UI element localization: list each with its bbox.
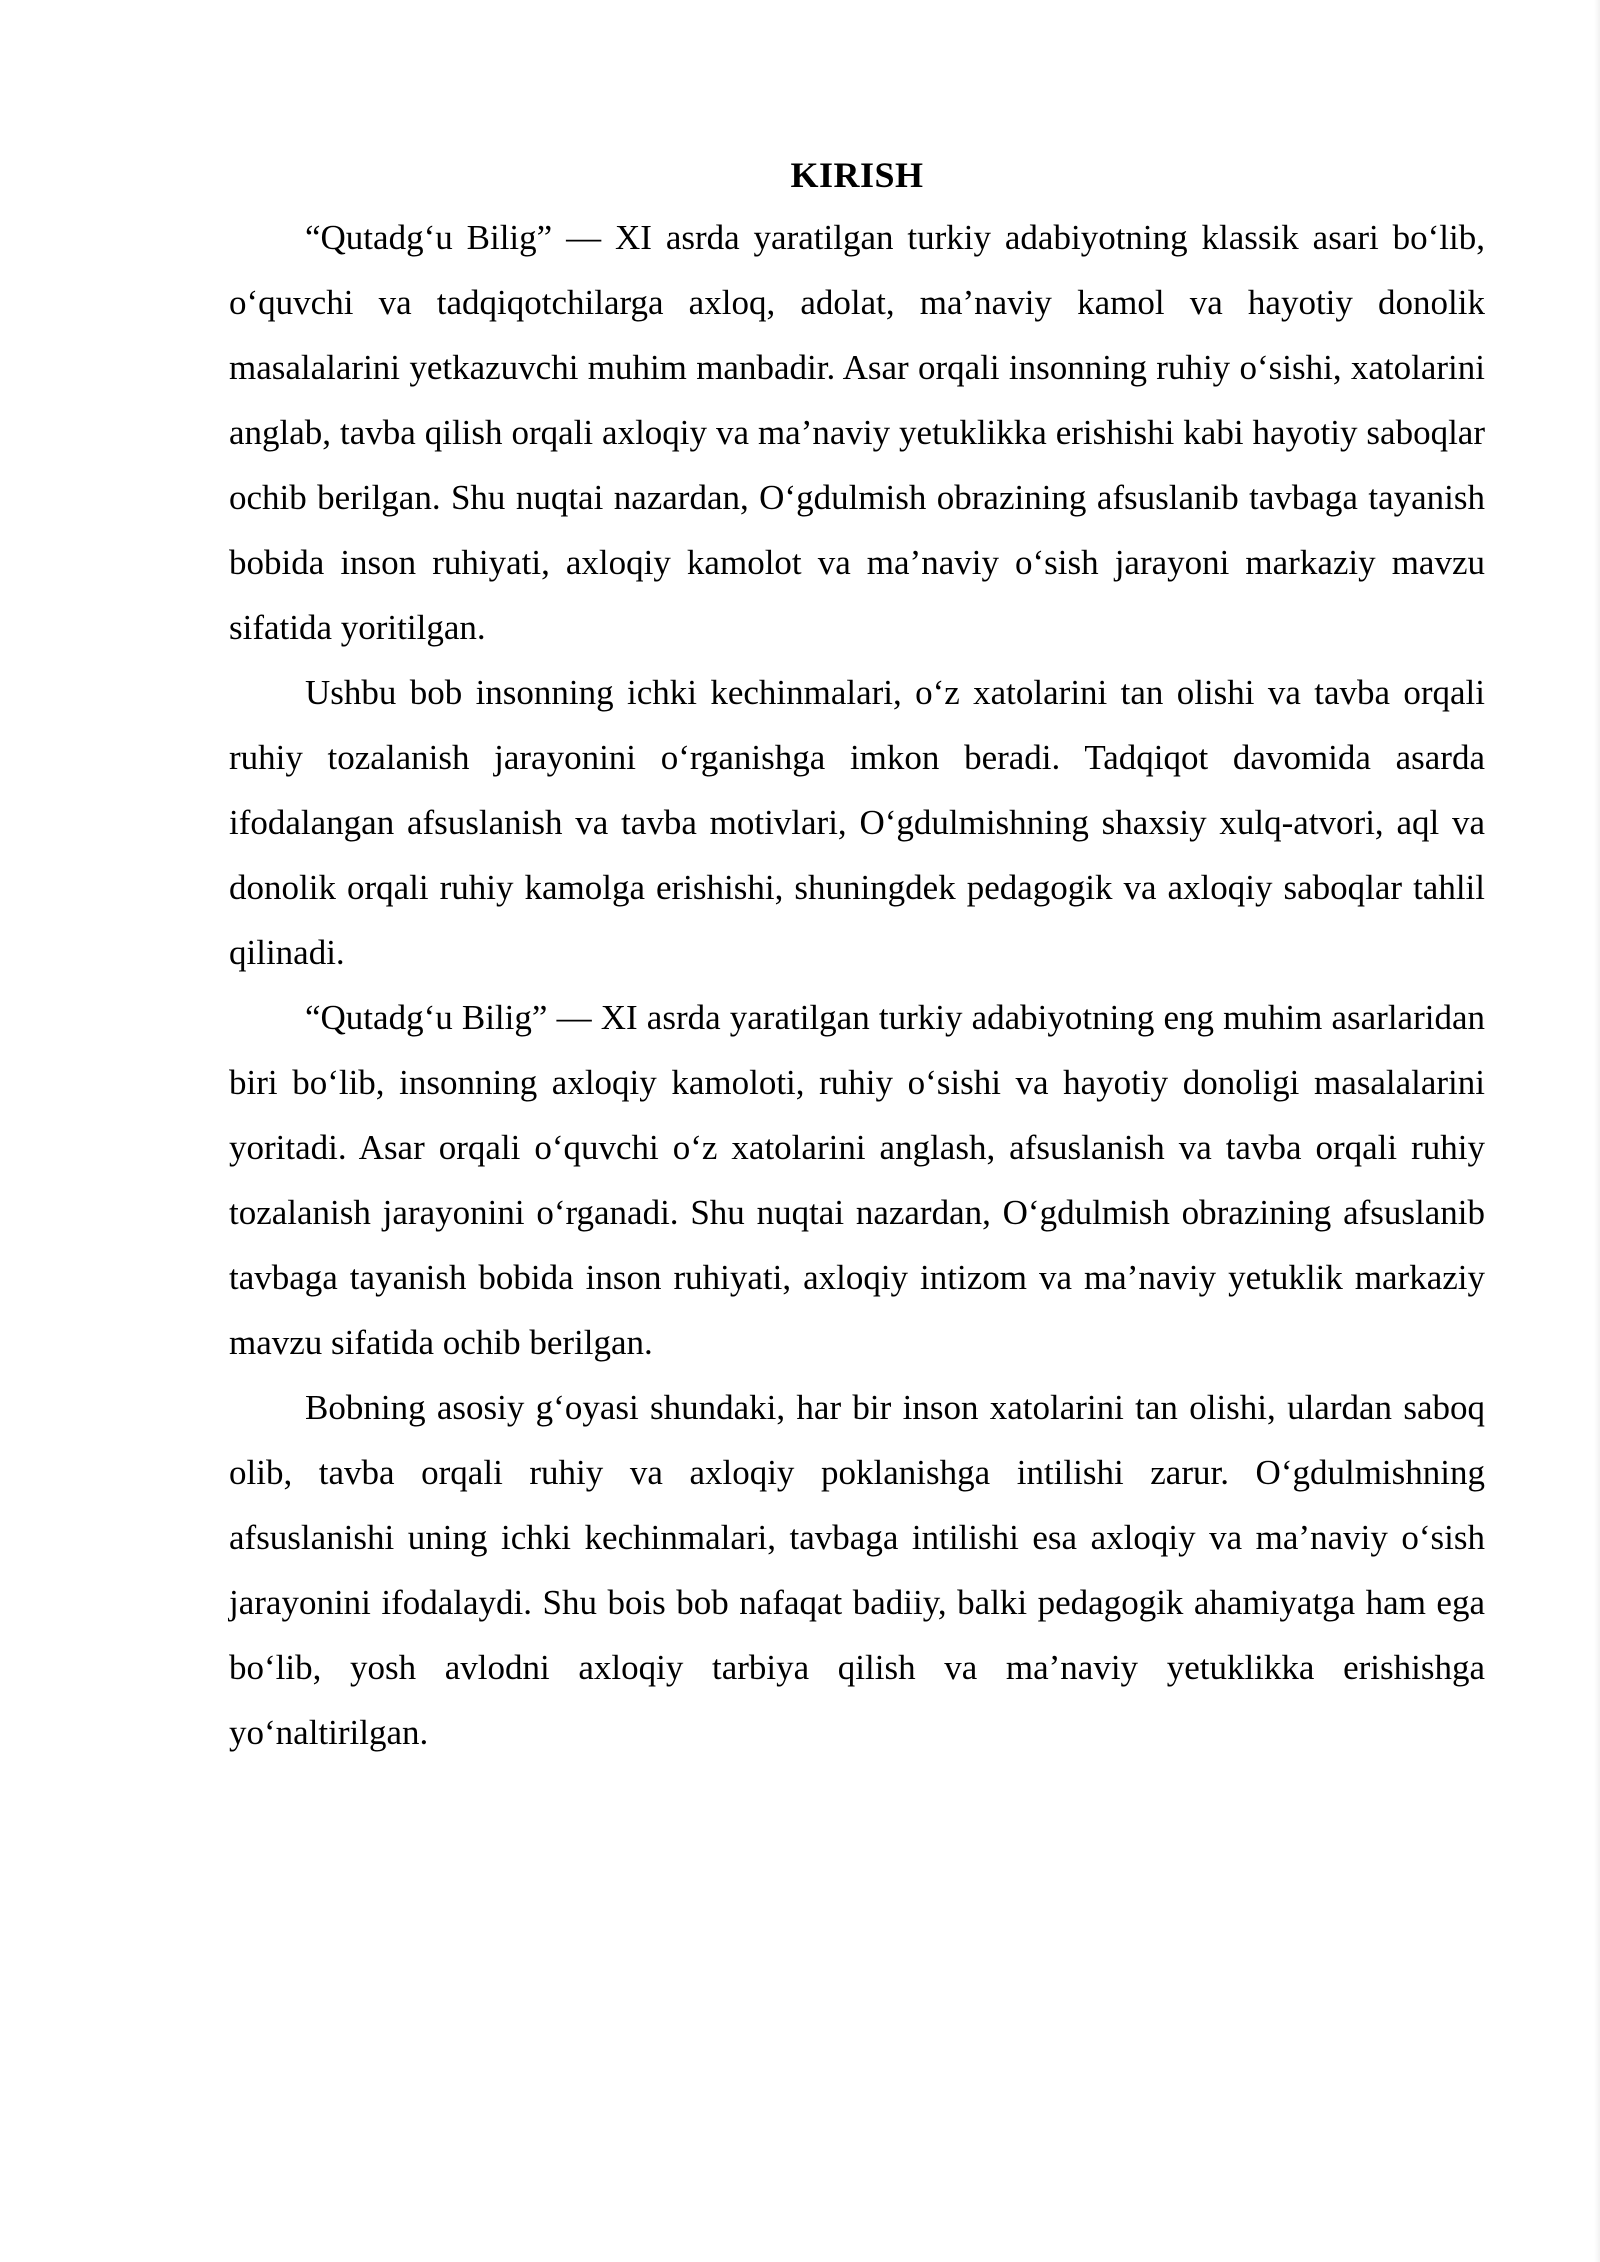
paragraph-3: “Qutadg‘u Bilig” — XI asrda yaratilgan turkiy adabiyotning eng muhim asarlaridan biri bo‘lib, insonning axloqiy kamoloti, ruhiy o‘sishi va hayotiy donoligi masalalarini yoritadi. Asar orqali o‘quvchi o‘z xatolarini anglash, afsuslanish va tavba orqali ruhiy tozalanish jarayonini o‘rganadi. Shu nuqtai nazardan, O‘gdulmish obrazining afsuslanib tavbaga tayanish bobida inson ruhiyati, axloqiy intizom va ma’naviy yetuklik markaziy mavzu sifatida ochib berilgan.	[229, 998, 1485, 1362]
paragraph-4: Bobning asosiy g‘oyasi shundaki, har bir inson xatolarini tan olishi, ulardan saboq olib, tavba orqali ruhiy va axloqiy poklanishga intilishi zarur. O‘gdulmishning afsuslanishi uning ichki kechinmalari, tavbaga intilishi esa axloqiy va ma’naviy o‘sish jarayonini ifodalaydi. Shu bois bob nafaqat badiiy, balki pedagogik ahamiyatga ham ega bo‘lib, yosh avlodni axloqiy tarbiya qilish va ma’naviy yetuklikka erishishga yo‘naltirilgan.	[229, 1388, 1485, 1752]
document-body	[229, 145, 1485, 1765]
paragraph-2: Ushbu bob insonning ichki kechinmalari, o‘z xatolarini tan olishi va tavba orqali ruhiy tozalanish jarayonini o‘rganishga imkon beradi. Tadqiqot davomida asarda ifodalangan afsuslanish va tavba motivlari, O‘gdulmishning shaxsiy xulq-atvori, aql va donolik orqali ruhiy kamolga erishishi, shuningdek pedagogik va axloqiy saboqlar tahlil qilinadi.	[229, 673, 1485, 972]
paragraph-1: “Qutadg‘u Bilig” — XI asrda yaratilgan turkiy adabiyotning klassik asari bo‘lib, o‘quvchi va tadqiqotchilarga axloq, adolat, ma’naviy kamol va hayotiy donolik masalalarini yetkazuvchi muhim manbadir. Asar orqali insonning ruhiy o‘sishi, xatolarini anglab, tavba qilish orqali axloqiy va ma’naviy yetuklikka erishishi kabi hayotiy saboqlar ochib berilgan. Shu nuqtai nazardan, O‘gdulmish obrazining afsuslanib tavbaga tayanish bobida inson ruhiyati, axloqiy kamolot va ma’naviy o‘sish jarayoni markaziy mavzu sifatida yoritilgan.	[229, 218, 1485, 647]
page-title: KIRISH	[790, 155, 924, 195]
page-edge-shadow	[1594, 0, 1600, 2262]
